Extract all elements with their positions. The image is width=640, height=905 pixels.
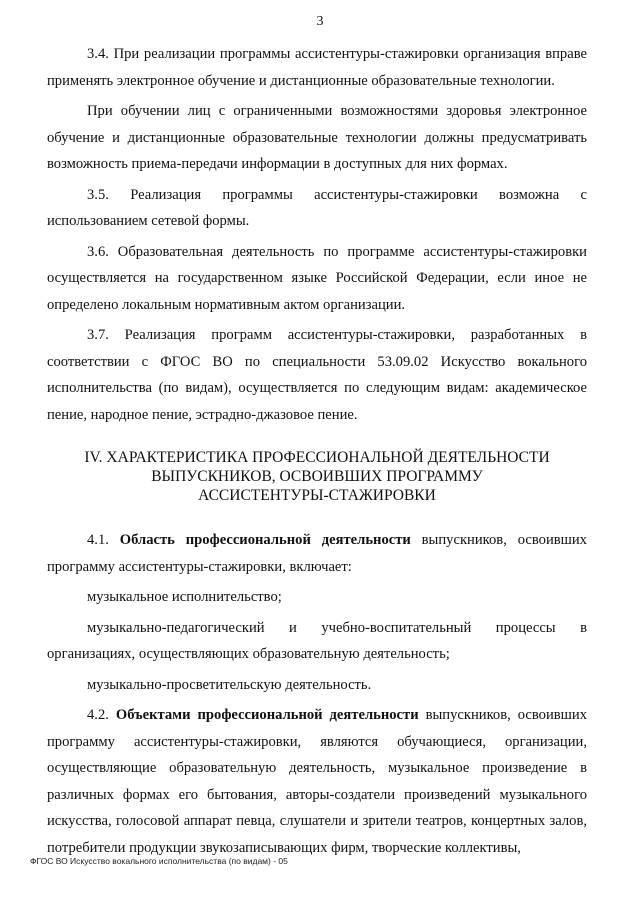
page-number: 3 (316, 14, 324, 29)
paragraph-3-4: 3.4. При реализации программы ассистентуры-стажировки организация вправе применять электронное обучение и дистанционные образовательные технологии. (47, 46, 587, 89)
paragraph-3-6: 3.6. Образовательная деятельность по программе ассистентуры-стажировки осуществляется на государственном языке Российской Федерации, если иное не определено локальным нормативным актом организации. (47, 243, 587, 313)
paragraph-3-5: 3.5. Реализация программы ассистентуры-стажировки возможна с использованием сетевой формы. (47, 186, 587, 229)
paragraph-4-2 (47, 702, 587, 861)
section-heading-line-2: ВЫПУСКНИКОВ, ОСВОИВШИХ ПРОГРАММУ (151, 468, 483, 485)
paragraph-disabilities: При обучении лиц с ограниченными возможностями здоровья электронное обучение и дистанционные образовательные технологии должны предусматривать возможность приема-передачи информации в доступных для них формах. (47, 103, 587, 172)
section-heading-line-1: IV. ХАРАКТЕРИСТИКА ПРОФЕССИОНАЛЬНОЙ ДЕЯТЕЛЬНОСТИ (84, 449, 550, 466)
document-body (47, 41, 587, 861)
paragraph-4-2-number: 4.2. (87, 707, 116, 723)
section-heading-line-3: АССИСТЕНТУРЫ-СТАЖИРОВКИ (198, 487, 436, 504)
list-item-performance: музыкальное исполнительство; (87, 589, 282, 605)
paragraph-4-1-text: выпускников, освоивших программу ассистентуры-стажировки, включает: (47, 532, 587, 575)
section-heading (47, 448, 587, 505)
paragraph-4-2-term: Объектами профессиональной деятельности (115, 707, 419, 723)
list-item-pedagogical: музыкально-педагогический и учебно-воспитательный процессы в организациях, осуществляющих образовательную деятельность; (47, 619, 587, 662)
paragraph-4-1-number: 4.1. (87, 532, 120, 548)
paragraph-4-1-term: Область профессиональной деятельности (119, 532, 411, 548)
paragraph-4-2-text: выпускников, освоивших программу ассистентуры-стажировки, являются обучающиеся, организации, осуществляющие образовательную деятельность, музыкальное произведение в различных формах его бытования, авторы-создатели произведений музыкального искусства, голосовой аппарат певца, слушатели и зрители театров, концертных залов, потребители продукции звукозаписывающих фирм, творческие коллективы, (47, 707, 587, 856)
paragraph-4-1 (47, 527, 587, 580)
paragraph-3-7: 3.7. Реализация программ ассистентуры-стажировки, разработанных в соответствии с ФГОС ВО по специальности 53.09.02 Искусство вокального исполнительства (по видам), осуществляется по следующим видам: академическое пение, народное пение, эстрадно-джазовое пение. (47, 327, 587, 423)
page-footer: ФГОС ВО Искусство вокального исполнительства (по видам) - 05 (30, 856, 288, 866)
list-item-educational: музыкально-просветительскую деятельность. (87, 676, 372, 693)
